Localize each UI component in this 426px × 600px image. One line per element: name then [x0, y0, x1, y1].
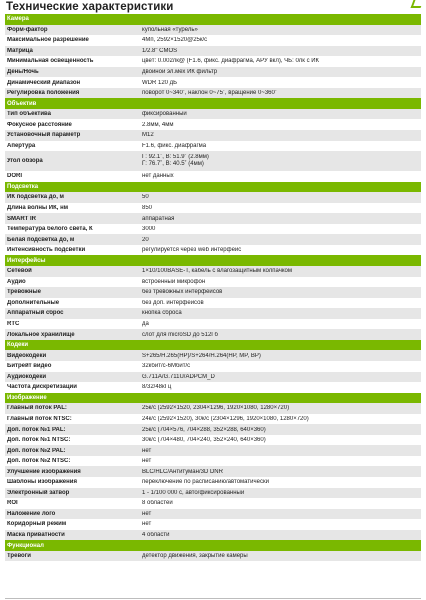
spec-value: 1/2.8" CMOS [142, 47, 178, 54]
spec-row [5, 56, 421, 67]
spec-table [5, 14, 421, 561]
spec-row [5, 234, 421, 245]
spec-row [5, 488, 421, 499]
spec-row [5, 456, 421, 467]
spec-row [5, 88, 421, 99]
spec-label: Улучшение изображения [7, 468, 81, 475]
spec-row [5, 171, 421, 182]
spec-value: 3000 [142, 226, 156, 233]
spec-row [5, 109, 421, 120]
spec-label: Интенсивность подсветки [7, 247, 86, 254]
spec-row [5, 498, 421, 509]
spec-value: 1 - 1/100 000 с, авто/фиксированный [142, 489, 245, 496]
spec-value: детектор движения, закрытие камеры [142, 553, 248, 560]
section-header: Объектив [5, 98, 421, 109]
spec-value: слот для microSD до 512Гб [142, 331, 218, 338]
spec-label: Главный поток PAL: [7, 405, 67, 412]
spec-row [5, 46, 421, 57]
spec-row [5, 403, 421, 414]
spec-label: Наложение лого [7, 510, 56, 517]
spec-row [5, 551, 421, 562]
spec-row [5, 509, 421, 520]
bottom-divider [5, 598, 421, 599]
spec-value: переключение по расписанию/автоматически [142, 479, 269, 486]
spec-value: F1.6, фикс. диафрагма [142, 142, 207, 149]
spec-value: 32кбит/с-6Мбит/с [142, 363, 191, 370]
spec-value: поворот 0~340˚, наклон 0~75˚, вращение 0~360˚ [142, 90, 277, 97]
spec-label: Сетевой [7, 268, 32, 275]
spec-row [5, 361, 421, 372]
section-header: Функционал [5, 540, 421, 551]
spec-label: Длина волны ИК, нм [7, 205, 69, 212]
spec-row [5, 350, 421, 361]
spec-value: купольная «турель» [142, 26, 198, 33]
spec-label: Доп. поток №1 NTSC: [7, 437, 71, 444]
spec-row [5, 224, 421, 235]
spec-value: нет данных [142, 173, 174, 180]
spec-label: День/Ночь [7, 69, 39, 75]
spec-value: 25к/с (2592×1520, 2304×1296, 1920×1080, 1280×720) [142, 405, 290, 412]
spec-row [5, 77, 421, 88]
spec-label: Угол обзора [7, 158, 43, 165]
spec-label: ROI [7, 500, 18, 507]
spec-label: Маска приватности [7, 531, 65, 538]
spec-row [5, 519, 421, 530]
spec-value: 25к/с (704×576, 704×288, 352×288, 640×360) [142, 426, 266, 433]
spec-value: 4 области [142, 531, 170, 538]
spec-value: 8 областей [142, 500, 173, 507]
spec-row [5, 213, 421, 224]
spec-row [5, 151, 421, 171]
spec-value: 50 [142, 194, 149, 201]
spec-label: Локальное хранилище [7, 331, 75, 338]
spec-value: M12 [142, 132, 154, 139]
spec-row [5, 435, 421, 446]
spec-row [5, 130, 421, 141]
spec-value: 30к/с (704×480, 704×240, 352×240, 640×360) [142, 437, 266, 444]
spec-label: Коридорный режим [7, 521, 67, 528]
spec-value: нет [142, 447, 152, 454]
spec-value: без тревожных интерфейсов [142, 289, 223, 296]
section-header: Камера [5, 14, 421, 25]
spec-value: кнопка сброса [142, 310, 182, 317]
spec-value: без доп. интерфейсов [142, 299, 204, 306]
spec-label: Тип объектива [7, 111, 51, 118]
spec-label: RTC [7, 321, 20, 328]
spec-value: BLC/HLC/Антитуман/3D DNR [142, 468, 223, 475]
spec-label: Электронный затвор [7, 489, 70, 496]
spec-row [5, 35, 421, 46]
spec-row [5, 445, 421, 456]
spec-label: Доп. поток №2 PAL: [7, 447, 66, 454]
spec-label: Динамический диапазон [7, 79, 81, 86]
spec-label: Доп. поток №1 PAL: [7, 426, 66, 433]
spec-row [5, 329, 421, 340]
spec-label: Шаблоны изображения [7, 479, 77, 486]
spec-label: Видеокодеки [7, 352, 47, 359]
spec-value: 1×10/100BASE-T, кабель с влагозащитным колпачком [142, 268, 292, 275]
spec-row [5, 530, 421, 541]
spec-label: Аудио [7, 278, 26, 285]
spec-row [5, 203, 421, 214]
spec-row [5, 67, 421, 78]
spec-value: 20 [142, 236, 149, 243]
spec-label: Температура белого света, К [7, 226, 93, 233]
spec-row [5, 372, 421, 383]
spec-label: Форм-фактор [7, 26, 48, 33]
spec-row [5, 277, 421, 288]
section-header: Подсветка [5, 182, 421, 193]
spec-label: DORI [7, 173, 22, 180]
spec-label: Главный поток NTSC: [7, 415, 72, 422]
spec-row [5, 287, 421, 298]
spec-row [5, 477, 421, 488]
spec-label: Частота дискретизации [7, 384, 77, 391]
spec-value: регулируется через web интерфейс [142, 247, 242, 254]
spec-row [5, 119, 421, 130]
spec-label: Белая подсветка до, м [7, 236, 75, 243]
spec-label: Матрица [7, 47, 33, 54]
spec-value: 8/32/48кГц [142, 384, 172, 391]
brand-corner-mark [411, 0, 424, 8]
spec-label: Тревожные [7, 289, 41, 296]
spec-value: нет [142, 458, 152, 465]
spec-value: аппаратная [142, 215, 175, 222]
spec-label: Аппаратный сброс [7, 310, 64, 317]
spec-value: 4Мп, 2592×1520@25к/с [142, 37, 208, 44]
spec-value: 2.8мм, 4мм [142, 121, 174, 128]
spec-label: Доп. поток №2 NTSC: [7, 458, 71, 465]
spec-label: Тревоги [7, 553, 31, 560]
spec-value: S+265/H.265(HP)/S+264/H.264(HP, MP, BP) [142, 352, 261, 359]
spec-label: Дополнительные [7, 299, 60, 306]
spec-value: фиксированный [142, 111, 187, 118]
page-title: Технические характеристики [6, 1, 174, 13]
spec-row [5, 141, 421, 152]
spec-label: Битрейт видео [7, 363, 52, 370]
spec-row [5, 466, 421, 477]
spec-row [5, 266, 421, 277]
spec-row [5, 245, 421, 256]
section-header: Кодеки [5, 340, 421, 351]
spec-row [5, 414, 421, 425]
spec-value: Г: 92.1˚, В: 51.9˚ (2.8мм) Г: 76.7˚, В: 40.5˚ (4мм) [142, 153, 209, 168]
spec-value: G.711A/G.711U/ADPCM_D [142, 373, 215, 380]
spec-label: Максимальное разрешение [7, 37, 89, 44]
section-header: Изображение [5, 393, 421, 404]
spec-label: Аудиокодеки [7, 373, 47, 380]
spec-row [5, 192, 421, 203]
spec-label: Регулировка положения [7, 90, 80, 97]
spec-row [5, 424, 421, 435]
spec-label: ИК подсветка до, м [7, 194, 64, 201]
spec-value: 24к/с (2592×1520), 30к/с (2304×1296, 1920×1080, 1280×720) [142, 415, 309, 422]
spec-label: SMART IR [7, 215, 36, 222]
spec-row [5, 319, 421, 330]
spec-row [5, 25, 421, 36]
spec-label: Минимальная освещенность [7, 58, 94, 65]
spec-label: Фокусное расстояние [7, 121, 72, 128]
spec-label: Апертура [7, 142, 36, 149]
spec-label: Установочный параметр [7, 132, 81, 139]
spec-value: нет [142, 521, 152, 528]
spec-value: 850 [142, 205, 153, 212]
spec-row [5, 382, 421, 393]
spec-value: нет [142, 510, 152, 517]
spec-value: двойной эл.мех ИК фильтр [142, 69, 218, 75]
spec-row [5, 308, 421, 319]
spec-value: да [142, 321, 149, 328]
spec-value: цвет: 0.002лк@ (F1.6, фикс. диафрагма, АРУ вкл), ЧБ: 0лк с ИК [142, 58, 320, 65]
spec-row [5, 298, 421, 309]
section-header: Интерфейсы [5, 255, 421, 266]
spec-value: WDR 120 дБ [142, 79, 178, 86]
spec-value: встроенный микрофон [142, 278, 206, 285]
